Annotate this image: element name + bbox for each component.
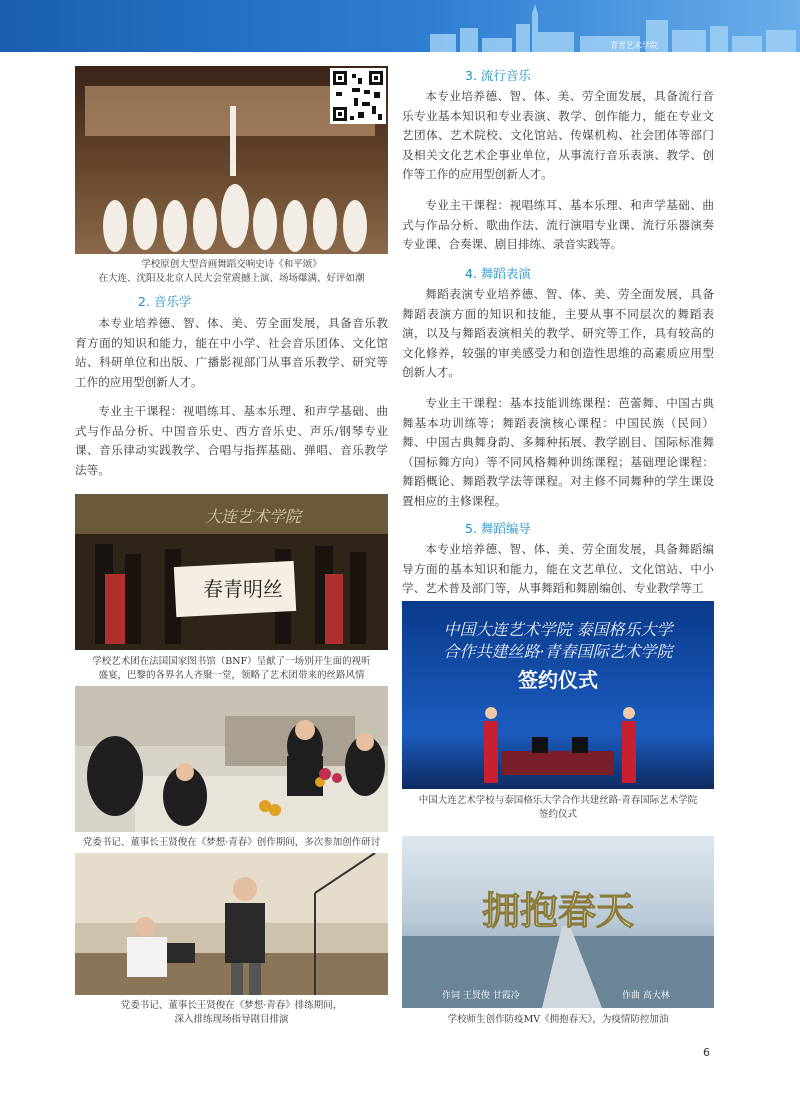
music-paragraph-1: 本专业培养德、智、体、美、劳全面发展，具备音乐教育方面的知识和能力，能在中小学、社会音乐团体、文化馆站、科研单位和出版、广播影视部门从事音乐教学、研究等工作的应用型创新人才。 bbox=[75, 316, 388, 389]
heading-choreo: 5. 舞蹈编导 bbox=[465, 521, 531, 536]
caption-line: 党委书记、董事长王贤俊在《梦想·青春》创作期间，多次参加创作研讨 bbox=[82, 837, 381, 848]
caption-line: 签约仪式 bbox=[538, 809, 577, 820]
heading-music: 2. 音乐学 bbox=[138, 294, 192, 309]
caption-line: 学校艺术团在法国国家图书馆（BNF）呈献了一场别开生面的视听 bbox=[92, 656, 371, 667]
caption-photo4 bbox=[75, 999, 388, 1027]
photo-signing-ceremony bbox=[402, 601, 714, 789]
music-paragraph-2: 专业主干课程：视唱练耳、基本乐理、和声学基础、曲式与作品分析、中国音乐史、西方音乐史、声乐/钢琴专业课、音乐律动实践教学、合唱与指挥基础、弹唱、音乐教学法等。 bbox=[75, 404, 388, 477]
heading-pop: 3. 流行音乐 bbox=[465, 68, 531, 83]
caption-line: 中国大连艺术学校与泰国格乐大学合作共建丝路·青春国际艺术学院 bbox=[418, 795, 698, 806]
page-number: 6 bbox=[703, 1046, 710, 1059]
mv-credit-lyrics: 作词 王贤俊 甘霞冷 bbox=[442, 991, 520, 1001]
caption-line: 党委书记、董事长王贤俊在《梦想·青春》排练期间， bbox=[120, 1000, 343, 1011]
caption-photo6 bbox=[402, 1013, 714, 1027]
caption-photo3 bbox=[75, 836, 388, 850]
photo-creative-meeting bbox=[75, 686, 388, 832]
caption-photo1 bbox=[75, 258, 388, 286]
city-skyline-graphic bbox=[420, 0, 800, 52]
caption-line: 盛宴，巴黎的各界名人齐聚一堂，领略了艺术团带来的丝路风情 bbox=[98, 670, 365, 681]
heading-dance: 4. 舞蹈表演 bbox=[465, 266, 531, 281]
mv-title-text: 拥抱春天 bbox=[481, 888, 635, 933]
sign-line-1: 中国大连艺术学院 泰国格乐大学 bbox=[443, 620, 673, 639]
dance-paragraph-2: 专业主干课程：基本技能训练课程：芭蕾舞、中国古典舞基本功训练等；舞蹈表演核心课程：中国民族（民间）舞、中国古典舞身韵、多舞种拓展、教学剧目、国际标准舞（国标舞方向）等不同风格舞种训练课程；基础理论课程：舞蹈概论、舞蹈教学法等课程。对主修不同舞种的学生课设置相应的主修课程。 bbox=[402, 396, 714, 508]
sign-line-2: 合作共建丝路·青春国际艺术学院 bbox=[443, 642, 673, 661]
sign-line-3: 签约仪式 bbox=[518, 668, 598, 692]
header-banner bbox=[0, 0, 800, 52]
pop-paragraph-2: 专业主干课程：视唱练耳、基本乐理、和声学基础、曲式与作品分析、歌曲作法、流行演唱专业课、流行乐器演奏专业课、合奏课、剧目排练、录音实践等。 bbox=[402, 198, 714, 251]
banner-sign: 青青艺术学院 bbox=[610, 41, 658, 50]
caption-line: 学校原创大型音画舞蹈交响史诗《和平颂》 bbox=[141, 259, 322, 270]
dance-paragraph-1: 舞蹈表演专业培养德、智、体、美、劳全面发展，具备舞蹈表演方面的知识和技能，主要从事不同层次的舞蹈表演，以及与舞蹈表演相关的教学、研究等工作，具有较高的文化修养，较强的审美感受力和创造性思维的高素质应用型创新人才。 bbox=[402, 287, 714, 379]
photo-mv-embrace-spring bbox=[402, 836, 714, 1008]
pop-paragraph-1: 本专业培养德、智、体、美、劳全面发展，具备流行音乐专业基本知识和专业表演、教学、创作能力，能在专业文艺团体、艺术院校、文化馆站、传媒机构、社会团体等部门及相关文化艺术企事业单位，从事流行音乐表演、教学、创作等工作的应用型创新人才。 bbox=[402, 89, 714, 181]
scroll-calligraphy: 春青明丝 bbox=[203, 577, 283, 601]
caption-line: 在大连、沈阳及北京人民大会堂震撼上演、场场爆满、好评如潮 bbox=[98, 273, 365, 284]
photo-rehearsal-guidance bbox=[75, 853, 388, 995]
choreo-paragraph-1: 本专业培养德、智、体、美、劳全面发展，具备舞蹈编导方面的基本知识和能力，能在文艺单位、文化馆站、中小学、艺术普及部门等，从事舞蹈和舞剧编创、专业教学等工 bbox=[402, 542, 714, 595]
mv-credit-music: 作曲 高大林 bbox=[622, 991, 670, 1001]
caption-photo5 bbox=[402, 794, 714, 822]
stage-sign-text: 大连艺术学院 bbox=[205, 507, 302, 526]
caption-line: 深入排练现场指导剧目排演 bbox=[174, 1014, 289, 1025]
caption-photo2 bbox=[75, 655, 388, 683]
qr-code bbox=[330, 68, 386, 124]
photo-bnf-performance bbox=[75, 494, 388, 650]
caption-line: 学校师生创作防疫MV《拥抱春天》，为疫情防控加油 bbox=[447, 1014, 669, 1025]
